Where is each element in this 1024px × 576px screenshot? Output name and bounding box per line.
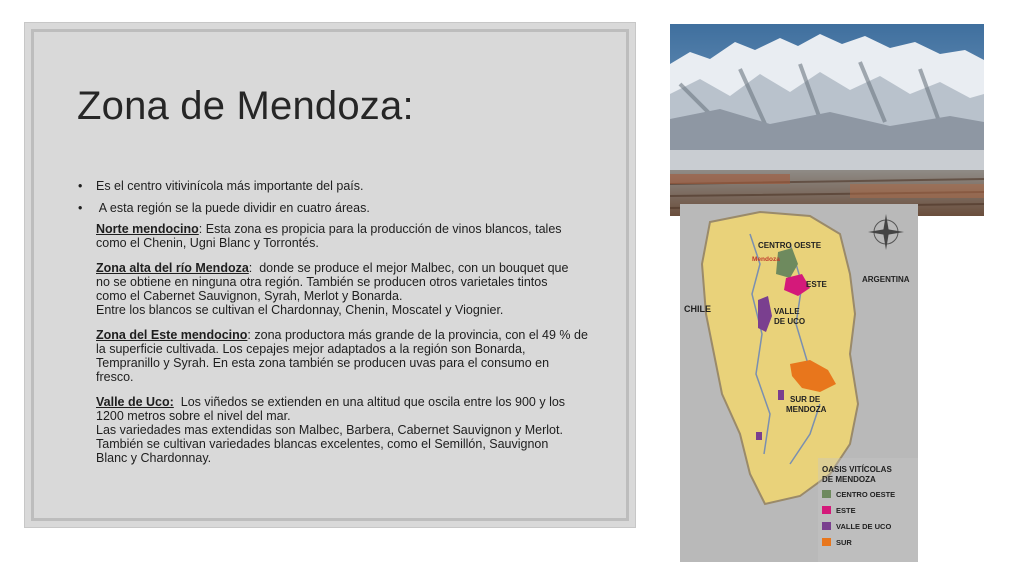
section-line: como el Cabernet Sauvignon, Syrah, Merlot y Bonarda. [96, 289, 403, 303]
section-text: Los viñedos se extienden en una altitud que oscila entre los 900 y los [180, 395, 566, 409]
section-line [96, 328, 588, 342]
section-separator [174, 395, 181, 409]
section-heading: Zona del Este mendocino [96, 328, 248, 342]
section-line: como el Chenin, Ugni Blanc y Torrontés. [96, 236, 319, 250]
legend-label: CENTRO OESTE [836, 490, 896, 499]
legend-label: ESTE [836, 506, 856, 515]
map-label-argentina: ARGENTINA [862, 275, 910, 284]
section-valle-de-uco [78, 395, 588, 465]
section-zona-alta [78, 261, 588, 317]
legend-label: SUR [836, 538, 852, 547]
section-line: fresco. [96, 370, 134, 384]
mountain-photo [670, 24, 984, 216]
legend-title: DE MENDOZA [822, 475, 876, 484]
legend-title: OASIS VITÍCOLAS [822, 465, 892, 474]
section-line [96, 261, 588, 275]
legend-swatch [822, 538, 831, 546]
map-label-sur: SUR DE [790, 395, 821, 404]
legend-swatch [822, 522, 831, 530]
section-heading: Norte mendocino [96, 222, 199, 236]
section-line: no se obtiene en ninguna otra región. También se producen otros varietales tintos [96, 275, 548, 289]
section-text: zona productora más grande de la provincia, con el 49 % de [254, 328, 588, 342]
section-text: Esta zona es propicia para la producción de vinos blancos, tales [205, 222, 562, 236]
bullet-item [78, 201, 588, 215]
bullet-text: A esta región se la puede dividir en cuatro áreas. [96, 201, 370, 215]
section-text: donde se produce el mejor Malbec, con un bouquet que [259, 261, 569, 275]
slide-content [78, 179, 588, 476]
section-line: 1200 metros sobre el nivel del mar. [96, 409, 291, 423]
section-line: Blanc y Chardonnay. [96, 451, 212, 465]
section-zona-este [78, 328, 588, 384]
legend-label: VALLE DE UCO [836, 522, 892, 531]
section-separator: : [198, 222, 206, 236]
section-separator: : [247, 328, 255, 342]
section-line: Las variedades mas extendidas son Malbec, Barbera, Cabernet Sauvignon y Merlot. [96, 423, 563, 437]
section-line: Tempranillo y Syrah. En esta zona también se producen uvas para el consumo en [96, 356, 550, 370]
bullet-dot: • [78, 179, 83, 193]
section-line: También se cultivan variedades blancas excelentes, como el Semillón, Sauvignon [96, 437, 549, 451]
section-heading: Zona alta del río Mendoza [96, 261, 249, 275]
section-line [96, 395, 588, 409]
legend-swatch [822, 506, 831, 514]
section-separator: : [248, 261, 260, 275]
map-label-valle-de-uco: DE UCO [774, 317, 806, 326]
map-label-chile: CHILE [684, 304, 711, 314]
bullet-item [78, 179, 588, 193]
bullet-dot: • [78, 201, 83, 215]
map-label-sur: MENDOZA [786, 405, 827, 414]
section-heading: Valle de Uco: [96, 395, 174, 409]
map-label-mendoza: Mendoza [752, 256, 780, 263]
slide-title: Zona de Mendoza: [77, 84, 414, 128]
map-label-este: ESTE [806, 280, 827, 289]
bullet-text: Es el centro vitivinícola más importante del país. [96, 179, 364, 193]
map-legend [818, 458, 918, 562]
section-line: Entre los blancos se cultivan el Chardonnay, Chenin, Moscatel y Viognier. [96, 303, 504, 317]
section-line [96, 222, 588, 236]
legend-swatch [822, 490, 831, 498]
section-line: la superficie cultivada. Los cepajes mejor adaptados a la región son Bonarda, [96, 342, 526, 356]
map-label-centro-oeste: CENTRO OESTE [758, 241, 822, 250]
mendoza-map [680, 204, 918, 562]
map-label-valle-de-uco: VALLE [774, 307, 800, 316]
section-norte-mendocino [78, 222, 588, 250]
